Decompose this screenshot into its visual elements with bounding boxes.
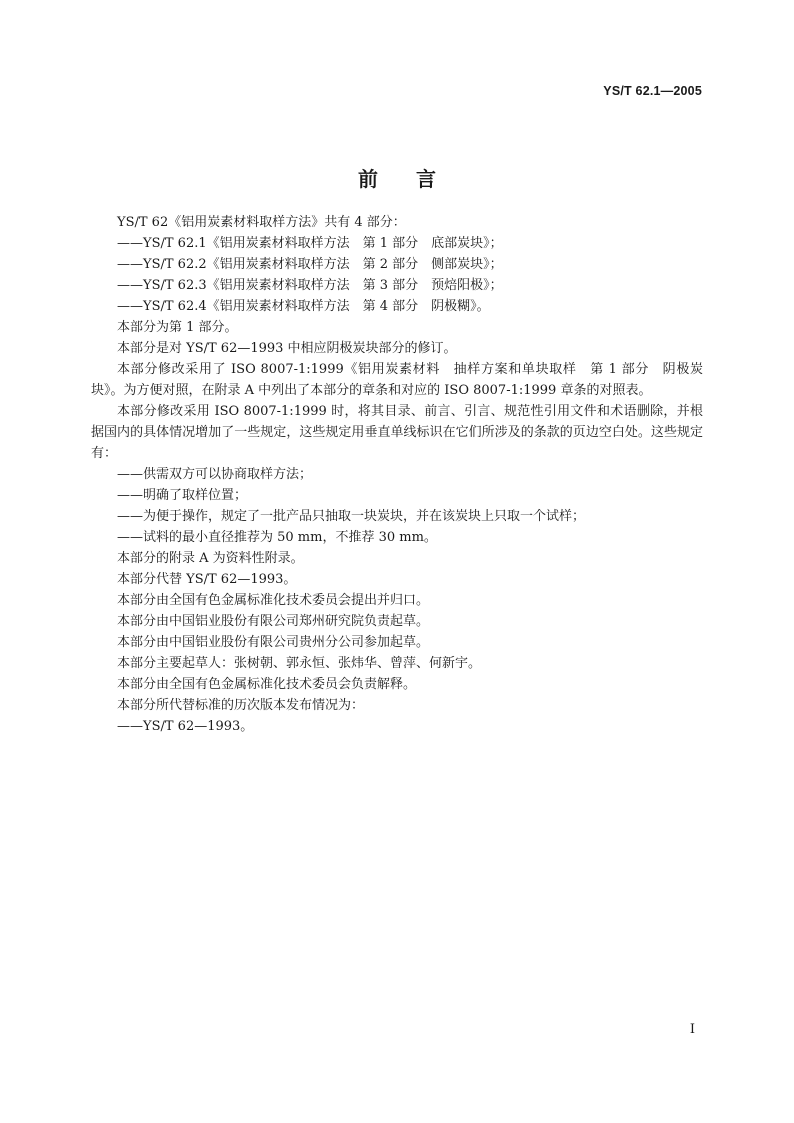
paragraph: 本部分修改采用了 ISO 8007-1:1999《铝用炭素材料 抽样方案和单块取样 第 1 部分 阴极炭块》。为方便对照，在附录 A 中列出了本部分的章条和对应的 ISO 8007-1:1999 章条的对照表。	[91, 362, 703, 398]
paragraph: 本部分由中国铝业股份有限公司贵州分公司参加起草。	[117, 635, 430, 650]
list-item: ——YS/T 62.4《铝用炭素材料取样方法 第 4 部分 阴极糊》。	[117, 299, 490, 314]
list-item: ——供需双方可以协商取样方法；	[117, 467, 313, 482]
foreword-body	[91, 212, 703, 737]
paragraph: YS/T 62《铝用炭素材料取样方法》共有 4 部分：	[117, 215, 406, 230]
paragraph: 本部分为第 1 部分。	[117, 320, 238, 335]
page-title: 前言	[358, 167, 474, 192]
paragraph: 本部分是对 YS/T 62—1993 中相应阴极炭块部分的修订。	[117, 341, 457, 356]
list-item: ——YS/T 62.1《铝用炭素材料取样方法 第 1 部分 底部炭块》；	[117, 236, 503, 251]
list-item: ——试料的最小直径推荐为 50 mm，不推荐 30 mm。	[117, 530, 437, 545]
paragraph: 本部分修改采用 ISO 8007-1:1999 时，将其目录、前言、引言、规范性引用文件和术语删除，并根据国内的具体情况增加了一些规定，这些规定用垂直单线标识在它们所涉及的条款的页边空白处。这些规定有：	[91, 404, 703, 461]
paragraph: 本部分由全国有色金属标准化技术委员会负责解释。	[117, 677, 417, 692]
list-item: ——明确了取样位置；	[117, 488, 248, 503]
list-item: ——为便于操作，规定了一批产品只抽取一块炭块，并在该炭块上只取一个试样；	[117, 509, 586, 524]
paragraph: 本部分由全国有色金属标准化技术委员会提出并归口。	[117, 593, 430, 608]
paragraph: 本部分代替 YS/T 62—1993。	[117, 572, 297, 587]
paragraph: 本部分主要起草人：张树朝、郭永恒、张炜华、曾萍、何新宇。	[117, 656, 482, 671]
list-item: ——YS/T 62.2《铝用炭素材料取样方法 第 2 部分 侧部炭块》；	[117, 257, 503, 272]
page-number: I	[689, 1022, 695, 1037]
paragraph: 本部分的附录 A 为资料性附录。	[117, 551, 304, 566]
standard-code: YS/T 62.1—2005	[603, 84, 702, 98]
list-item: ——YS/T 62.3《铝用炭素材料取样方法 第 3 部分 预焙阳极》；	[117, 278, 503, 293]
paragraph: 本部分所代替标准的历次版本发布情况为：	[117, 698, 365, 713]
paragraph: 本部分由中国铝业股份有限公司郑州研究院负责起草。	[117, 614, 430, 629]
list-item: ——YS/T 62—1993。	[117, 719, 254, 734]
